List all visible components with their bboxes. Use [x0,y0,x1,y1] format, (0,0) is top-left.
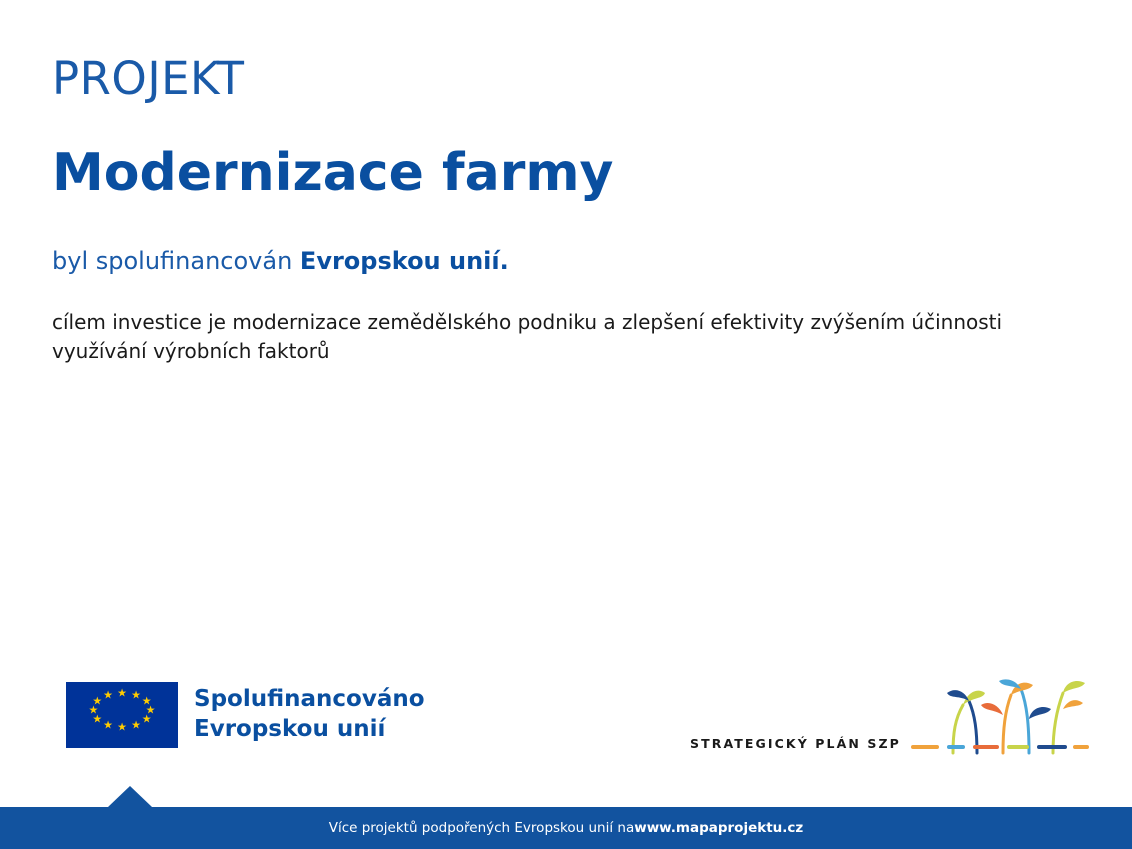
eu-caption-line-2: Evropskou unií [194,716,386,742]
bottom-bar-text: Více projektů podpořených Evropskou unií na [328,820,635,836]
bottom-bar-link[interactable]: www.mapaprojektu.cz [634,820,804,836]
subtitle-strong: Evropskou unií. [299,247,509,275]
bottom-bar-arrow [108,786,152,807]
bottom-bar [0,807,1132,849]
project-description: cílem investice je modernizace zemědělského podniku a zlepšení efektivity zvýšením účinnosti využívání výrobních faktorů [52,310,1003,363]
page-title: Modernizace farmy [52,143,614,203]
szp-plants-icon [911,675,1091,757]
szp-logo-block [690,675,1091,757]
subtitle-plain: byl spolufinancován [52,247,300,275]
eu-flag-icon: ★ ★ ★ ★ ★ ★ ★ ★ ★ ★ ★ ★ [66,682,178,748]
szp-logo-text: STRATEGICKÝ PLÁN SZP [690,736,901,751]
eu-emblem-caption [194,685,425,745]
eu-emblem-block [66,682,425,748]
subtitle [52,246,509,276]
eu-caption-line-1: Spolufinancováno [194,686,425,713]
kicker-label: PROJEKT [52,52,245,105]
